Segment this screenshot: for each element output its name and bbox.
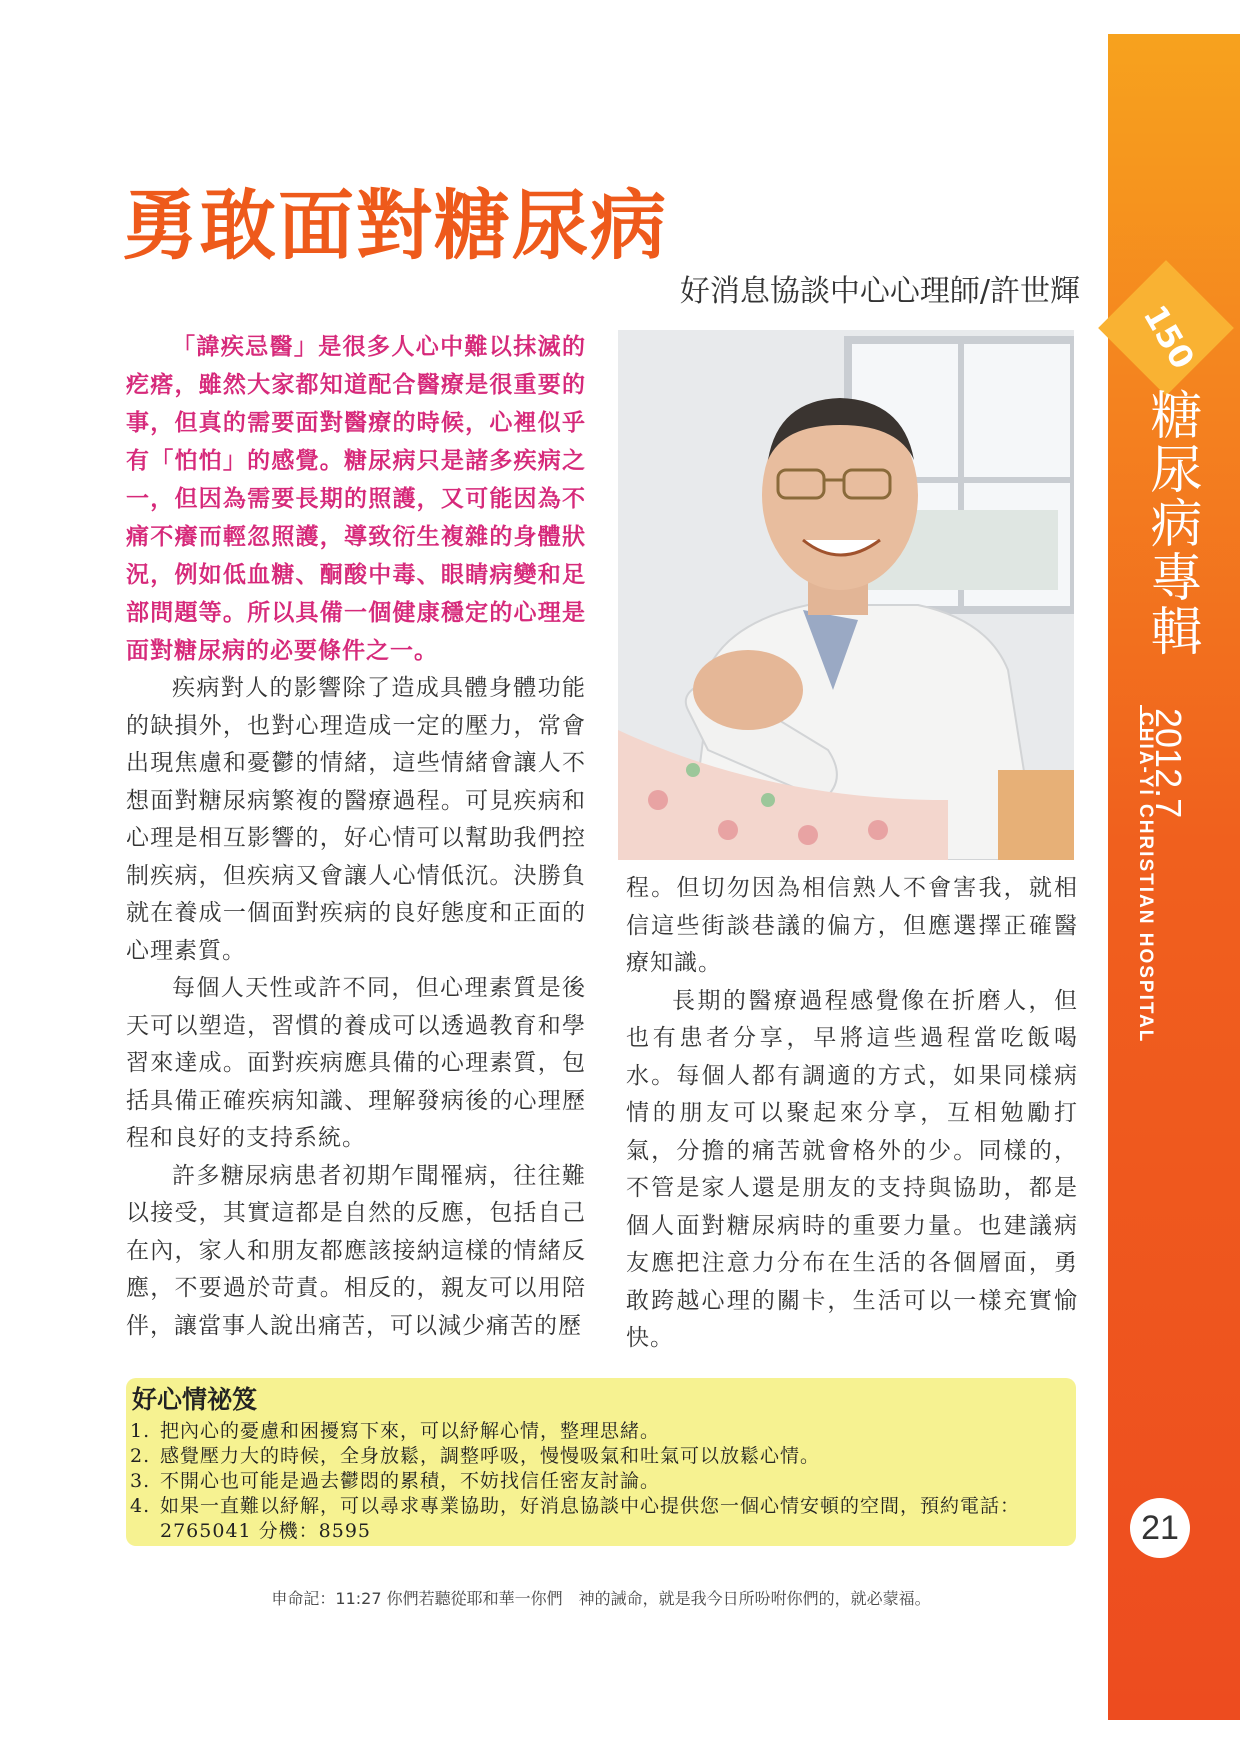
hospital-name: CHIA-YI CHRISTIAN HOSPITAL [1135, 712, 1156, 1044]
tip-item [130, 1494, 1070, 1544]
article-title: 勇敢面對糖尿病 [122, 181, 668, 270]
tips-list [130, 1419, 1070, 1544]
body-paragraph-2: 每個人天性或許不同，但心理素質是後天可以塑造，習慣的養成可以透過教育和學習來達成。面對疾病應具備的心理素質，包括具備正確疾病知識、理解發病後的心理歷程和良好的支持系統。 [126, 975, 586, 1151]
lead-paragraph: 「諱疾忌醫」是很多人心中難以抹滅的疙瘩，雖然大家都知道配合醫療是很重要的事，但真的需要面對醫療的時候，心裡似乎有「怕怕」的感覺。糖尿病只是諸多疾病之一，但因為需要長期的照護，又可能因為不痛不癢而輕忽照護，導致衍生複雜的身體狀況，例如低血糖、酮酸中毒、眼睛病變和足部問題等。所以具備一個健康穩定的心理是面對糖尿病的必要條件之一。 [126, 334, 586, 664]
tips-box [126, 1378, 1076, 1546]
tip-number: 2. [130, 1445, 151, 1467]
tip-item [130, 1419, 1070, 1444]
body-paragraph-3: 許多糖尿病患者初期乍聞罹病，往往難以接受，其實這都是自然的反應，包括自己在內，家人和朋友都應該接納這樣的情緒反應，不要過於苛責。相反的，親友可以用陪伴，讓當事人說出痛苦，可以減少痛苦的歷 [126, 1162, 586, 1339]
series-title: 糖尿病專輯 [1141, 388, 1201, 658]
tip-number: 1. [130, 1420, 151, 1442]
article-author: 好消息協談中心心理師/許世輝 [679, 274, 1080, 309]
body-paragraph-1: 疾病對人的影響除了造成具體身體功能的缺損外，也對心理造成一定的壓力，常會出現焦慮和憂鬱的情緒，這些情緒會讓人不想面對糖尿病繁複的醫療過程。可見疾病和心理是相互影響的，好心情可以幫助我們控制疾病，但疾病又會讓人心情低沉。決勝負就在養成一個面對疾病的良好態度和正面的心理素質。 [126, 675, 586, 964]
tip-text: 不開心也可能是過去鬱悶的累積，不妨找信任密友討論。 [160, 1470, 661, 1492]
issue-date: 2012.7 [1148, 708, 1189, 819]
tip-text: 如果一直難以紓解，可以尋求專業協助，好消息協談中心提供您一個心情安頓的空間，預約電話：2765041 分機：8595 [160, 1495, 1021, 1542]
tip-number: 3. [130, 1470, 151, 1492]
tip-item [130, 1469, 1070, 1494]
footer-verse: 申命記：11:27 你們若聽從耶和華一你們 神的誡命，就是我今日所吩咐你們的，就必蒙福。 [271, 1589, 931, 1608]
continued-paragraph: 程。但切勿因為相信熟人不會害我，就相信這些街談巷議的偏方，但應選擇正確醫療知識。 [626, 875, 1078, 976]
right-column [626, 870, 1078, 1358]
tip-number: 4. [130, 1495, 151, 1517]
body-paragraph-4: 長期的醫療過程感覺像在折磨人，但也有患者分享，早將這些過程當吃飯喝水。每個人都有調適的方式，如果同樣病情的朋友可以聚起來分享，互相勉勵打氣，分擔的痛苦就會格外的少。同樣的，不管是家人還是朋友的支持與協助，都是個人面對糖尿病時的重要力量。也建議病友應把注意力分布在生活的各個層面，勇敢跨越心理的關卡，生活可以一樣充實愉快。 [626, 987, 1078, 1351]
tips-title: 好心情祕笈 [132, 1385, 258, 1414]
tip-item [130, 1444, 1070, 1469]
psychologist-photo [618, 330, 1074, 860]
page-number: 21 [1130, 1498, 1190, 1558]
left-column [126, 328, 586, 1345]
tip-text: 感覺壓力大的時候，全身放鬆，調整呼吸，慢慢吸氣和吐氣可以放鬆心情。 [160, 1445, 821, 1467]
issue-number: 150 [1135, 298, 1203, 376]
tip-text: 把內心的憂慮和困擾寫下來，可以紓解心情，整理思緒。 [160, 1420, 661, 1442]
